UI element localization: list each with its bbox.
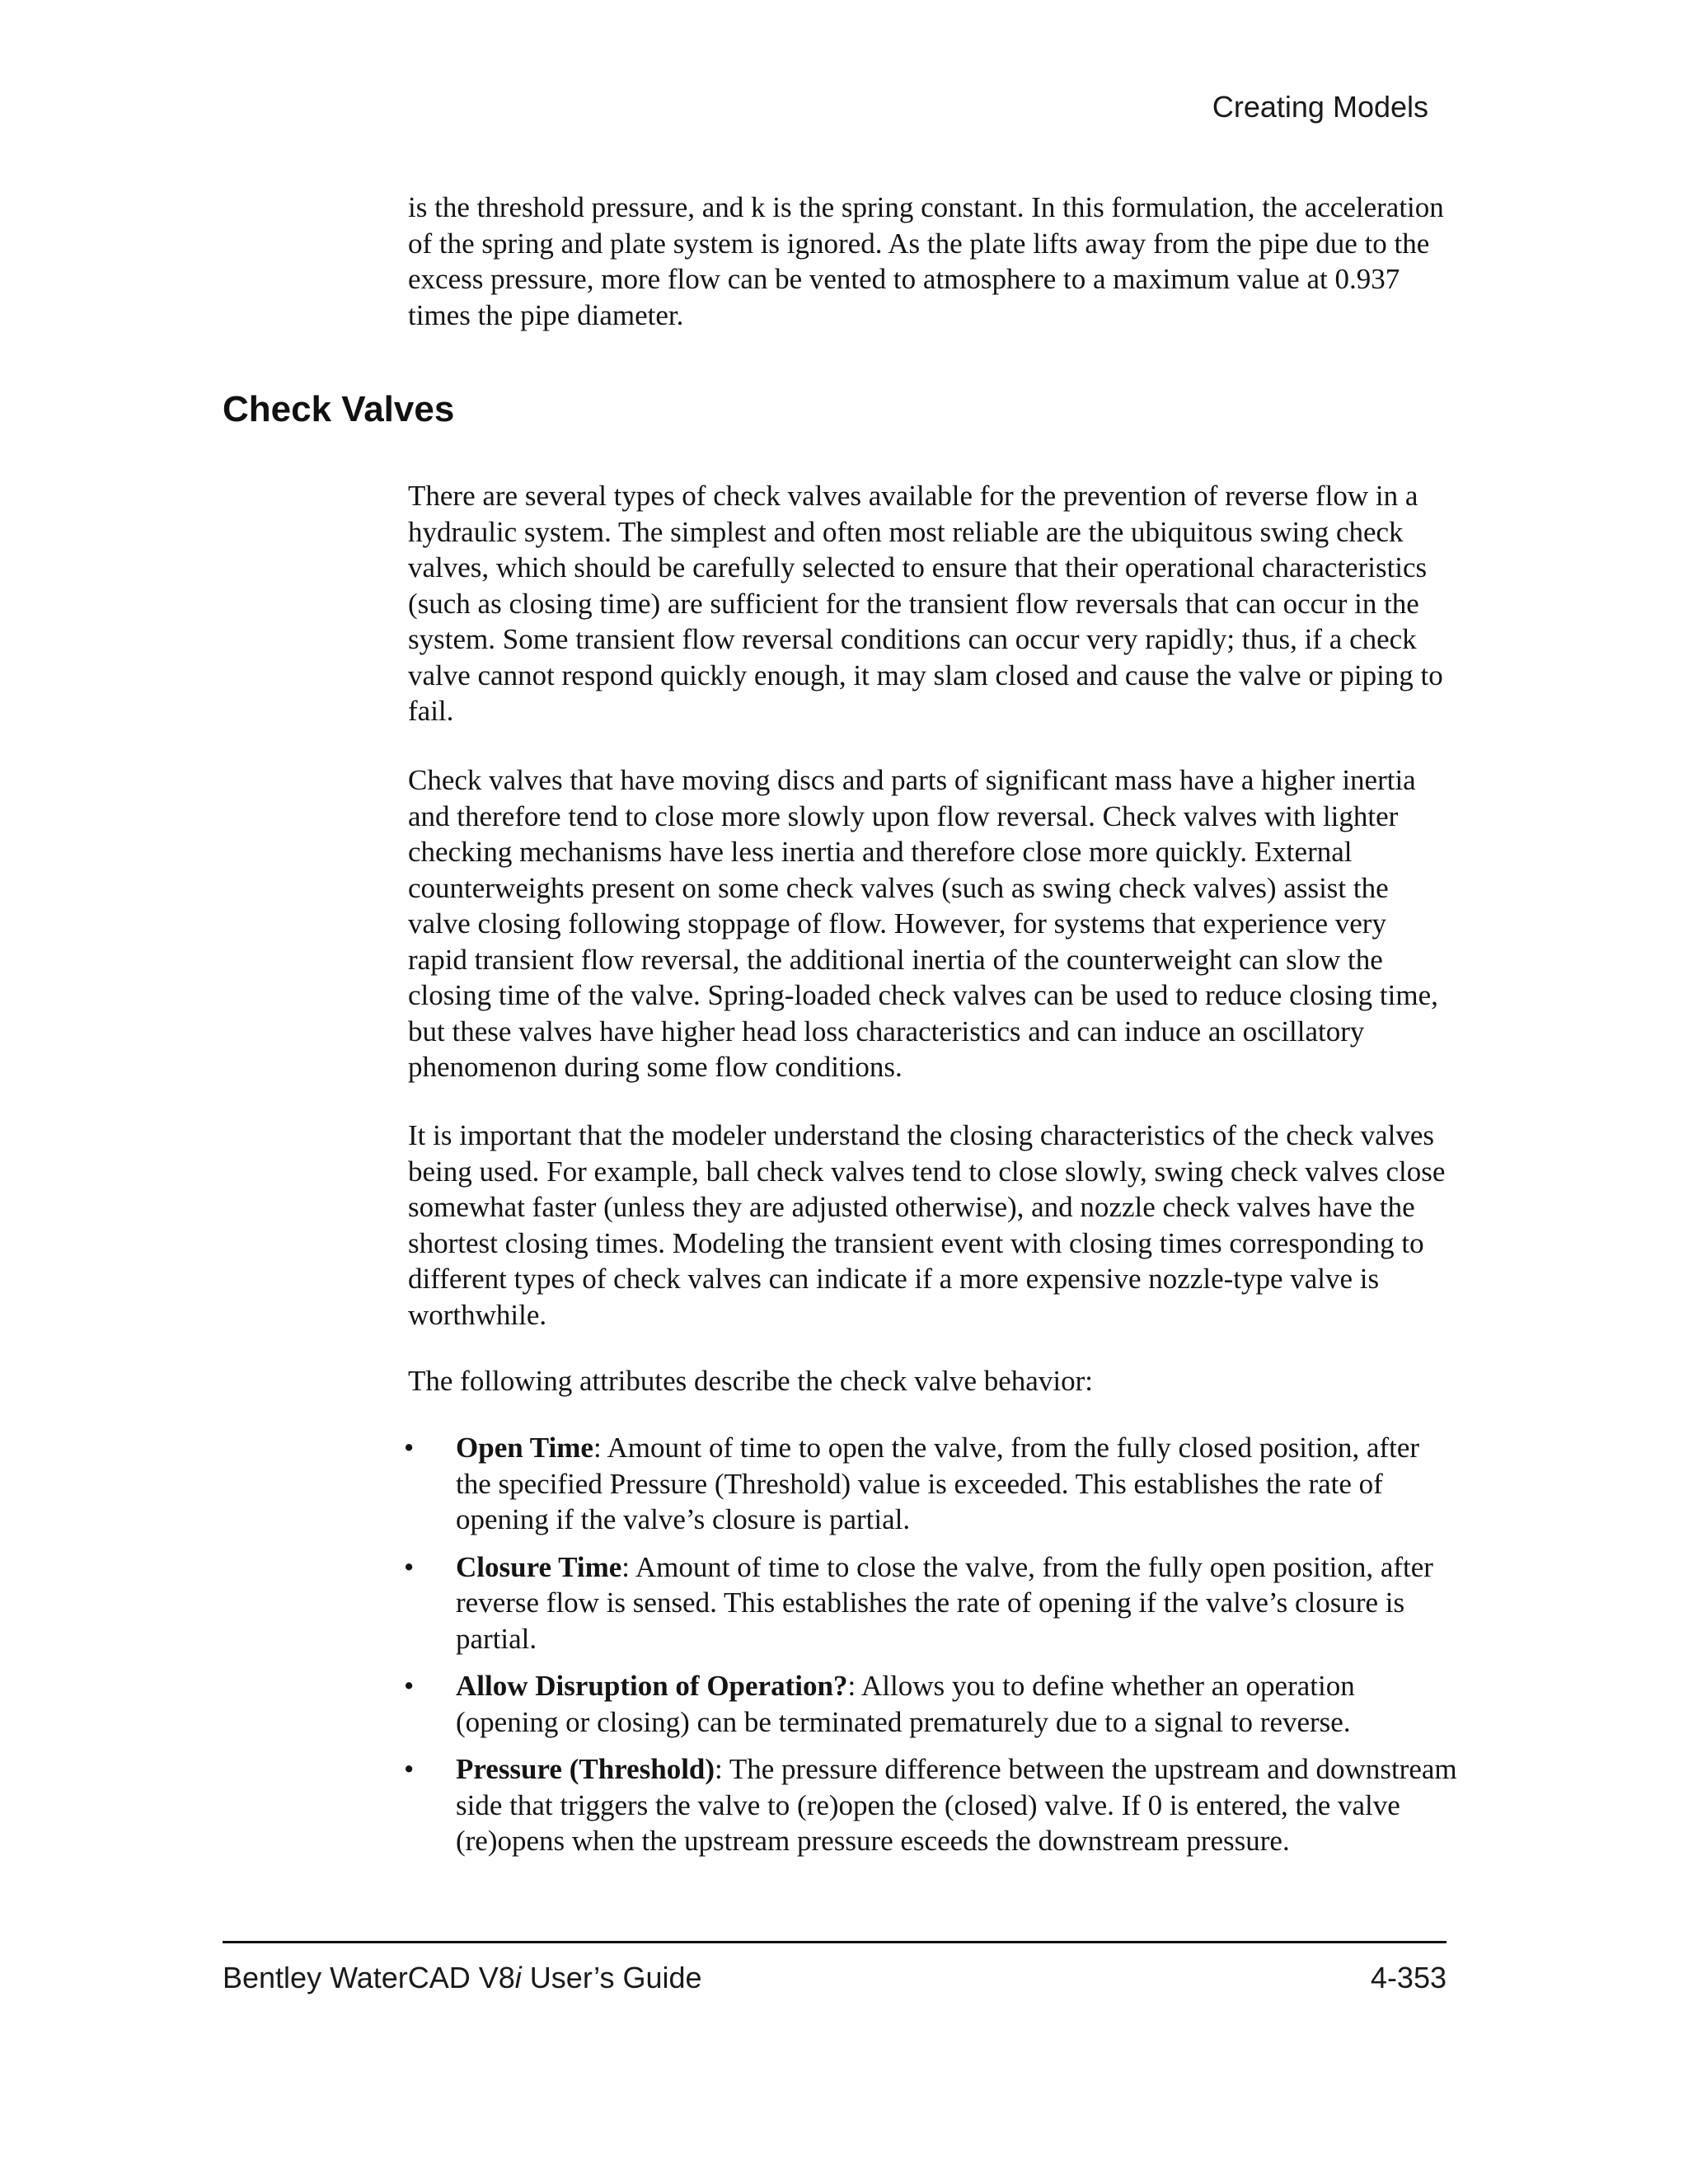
attribute-allow-disruption <box>404 1668 1459 1740</box>
attribute-closure-time <box>404 1549 1459 1657</box>
bullet-icon: • <box>404 1753 415 1785</box>
bullet-icon: • <box>404 1550 415 1583</box>
footer-divider <box>223 1941 1447 1943</box>
bullet-icon: • <box>404 1432 415 1464</box>
paragraph-inertia: Check valves that have moving discs and parts of significant mass have a higher inertia and therefore tend to close more slowly upon flow reversal. Check valves with lighter checking mechanisms have less inertia and therefore close more quickly. External counterweights present on some check valves (such as swing check valves) assist the valve closing following stoppage of flow. However, for systems that experience very rapid transient flow reversal, the additional inertia of the counterweight can slow the closing time of the valve. Spring-loaded check valves can be used to reduce closing time, but these valves have higher head loss characteristics and can induce an oscillatory phenomenon during some flow conditions. <box>408 764 1438 1083</box>
footer-guide-italic: i <box>514 1961 522 1994</box>
attribute-term: Open Time <box>456 1432 593 1464</box>
attribute-term: Pressure (Threshold) <box>456 1753 715 1785</box>
attribute-open-time <box>404 1430 1459 1538</box>
attribute-description: : Amount of time to open the valve, from the fully closed position, after the specified Pressure (Threshold) value is exceeded. This establishes the rate of opening if the valve’s closure is partial. <box>456 1432 1420 1535</box>
paragraph-closing-characteristics: It is important that the modeler understand the closing characteristics of the check valves being used. For example, ball check valves tend to close slowly, swing check valves close somewhat faster (unless they are adjusted otherwise), and nozzle check valves have the shortest closing times. Modeling the transient event with closing times corresponding to different types of check valves can indicate if a more expensive nozzle-type valve is worthwhile. <box>408 1119 1446 1331</box>
paragraph-attributes-intro: The following attributes describe the check valve behavior: <box>408 1365 1093 1397</box>
attribute-list <box>404 1430 1459 1871</box>
attribute-pressure-threshold <box>404 1751 1459 1859</box>
footer-guide-title <box>223 1960 702 1996</box>
attribute-description: : Allows you to define whether an operation (opening or closing) can be terminated prematurely due to a signal to reverse. <box>456 1670 1355 1738</box>
attribute-term: Closure Time <box>456 1550 622 1583</box>
paragraph-check-valve-types: There are several types of check valves available for the prevention of reverse flow in a hydraulic system. The simplest and often most reliable are the ubiquitous swing check valves, which should be carefully selected to ensure that their operational characteristics (such as closing time) are sufficient for the transient flow reversals that can occur in the system. Some transient flow reversal conditions can occur very rapidly; thus, if a check valve cannot respond quickly enough, it may slam closed and cause the valve or piping to fail. <box>408 480 1443 727</box>
page-number: 4-353 <box>1370 1961 1447 1994</box>
intro-paragraph: is the threshold pressure, and k is the spring constant. In this formulation, the acceleration of the spring and plate system is ignored. As the plate lifts away from the pipe due to the excess pressure, more flow can be vented to atmosphere to a maximum value at 0.937 times the pipe diameter. <box>408 191 1444 331</box>
bullet-icon: • <box>404 1670 415 1702</box>
attribute-description: : The pressure difference between the upstream and downstream side that triggers the valve to (re)open the (closed) valve. If 0 is entered, the valve (re)opens when the upstream pressure esceeds the downstream pressure. <box>456 1753 1457 1857</box>
section-heading: Check Valves <box>223 389 455 429</box>
running-header: Creating Models <box>1212 90 1428 124</box>
footer-guide-suffix: User’s Guide <box>521 1961 702 1994</box>
attribute-description: : Amount of time to close the valve, from the fully open position, after reverse flow is sensed. This establishes the rate of opening if the valve’s closure is partial. <box>456 1550 1433 1655</box>
attribute-term: Allow Disruption of Operation? <box>456 1670 848 1702</box>
footer-guide-prefix: Bentley WaterCAD V8 <box>223 1961 515 1994</box>
